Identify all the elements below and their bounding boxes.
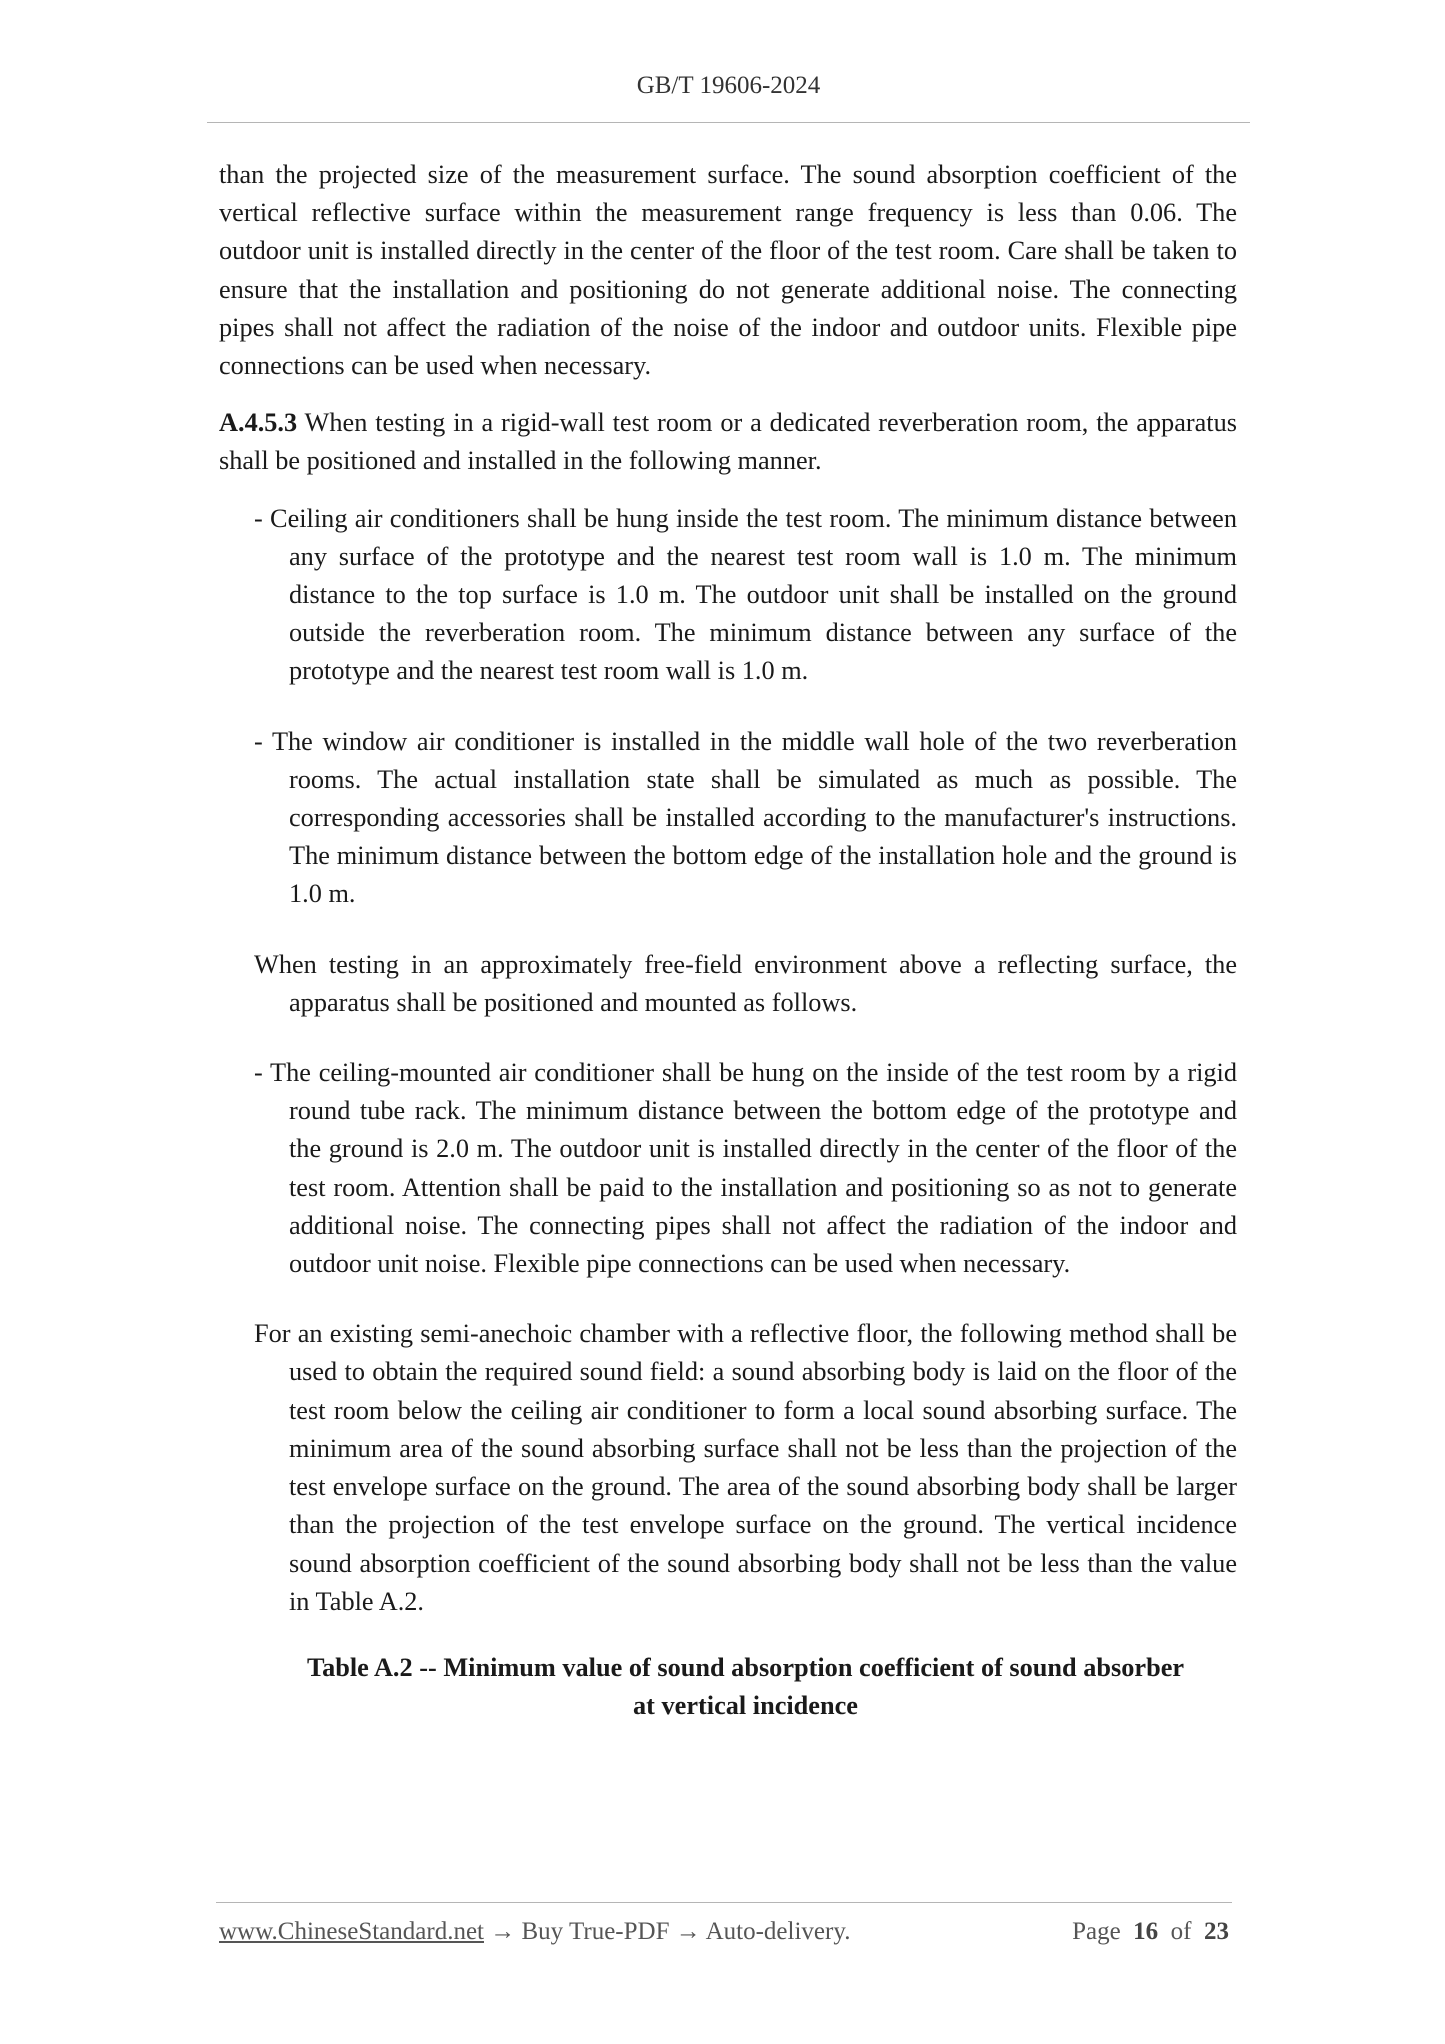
page-header xyxy=(207,72,1250,100)
paragraph-free-field: When testing in an approximately free-field environment above a reflecting surface, the apparatus shall be positioned and mounted as follows. xyxy=(254,949,1237,1017)
list-item-ceiling-free-field: - The ceiling-mounted air conditioner shall be hung on the inside of the test room by a rigid round tube rack. The minimum distance between the bottom edge of the prototype and the ground is 2.0 m. The outdoor unit is installed directly in the center of the floor of the test room. Attention shall be paid to the installation and positioning so as not to generate additional noise. The connecting pipes shall not affect the radiation of the indoor and outdoor unit noise. Flexible pipe connections can be used when necessary. xyxy=(254,1058,1237,1279)
footer-promo xyxy=(219,1918,850,1946)
paragraph-semi-anechoic: For an existing semi-anechoic chamber with a reflective floor, the following method shall be used to obtain the required sound field: a sound absorbing body is laid on the floor of the test room below the ceiling air conditioner to form a local sound absorbing surface. The minimum area of the sound absorbing surface shall not be less than the projection of the test envelope surface on the ground. The area of the sound absorbing body shall be larger than the projection of the test envelope surface on the ground. The vertical incidence sound absorption coefficient of the sound absorbing body shall not be less than the value in Table A.2. xyxy=(254,1319,1237,1616)
clause-number: A.4.5.3 xyxy=(219,408,298,438)
page-current: 16 xyxy=(1133,1918,1159,1945)
list-item-window-ac: - The window air conditioner is installed in the middle wall hole of the two reverberation rooms. The actual installation state shall be simulated as much as possible. The corresponding accessories shall be installed according to the manufacturer's instructions. The minimum distance between the bottom edge of the installation hole and the ground is 1.0 m. xyxy=(254,726,1237,909)
site-link[interactable]: www.ChineseStandard.net xyxy=(219,1918,484,1945)
table-title-line-2: at vertical incidence xyxy=(633,1691,858,1721)
page-body xyxy=(219,156,1237,1725)
header-divider xyxy=(207,122,1250,123)
clause-a-4-5-3 xyxy=(219,404,1237,480)
document-id: GB/T 19606-2024 xyxy=(636,72,821,99)
page-number xyxy=(1072,1918,1229,1946)
paragraph-continuation: than the projected size of the measurement surface. The sound absorption coefficient of the vertical reflective surface within the measurement range frequency is less than 0.06. The outdoor unit is installed directly in the center of the floor of the test room. Care shall be taken to ensure that the installation and positioning do not generate additional noise. The connecting pipes shall not affect the radiation of the noise of the indoor and outdoor units. Flexible pipe connections can be used when necessary. xyxy=(219,160,1237,381)
table-a2-title xyxy=(254,1649,1237,1725)
footer-divider xyxy=(216,1902,1232,1903)
page-total: 23 xyxy=(1204,1918,1229,1945)
list-item-ceiling-reverberation: - Ceiling air conditioners shall be hung inside the test room. The minimum distance between any surface of the prototype and the nearest test room wall is 1.0 m. The minimum distance to the top surface is 1.0 m. The outdoor unit shall be installed on the ground outside the reverberation room. The minimum distance between any surface of the prototype and the nearest test room wall is 1.0 m. xyxy=(254,503,1237,686)
table-title-line-1: Table A.2 -- Minimum value of sound absorption coefficient of sound absorber xyxy=(306,1652,1185,1682)
page-label: Page xyxy=(1072,1918,1121,1945)
footer-tagline: → Buy True-PDF → Auto-delivery. xyxy=(484,1918,851,1945)
of-label: of xyxy=(1170,1918,1192,1945)
clause-text: When testing in a rigid-wall test room or a dedicated reverberation room, the apparatus shall be positioned and installed in the following manner. xyxy=(219,408,1237,476)
